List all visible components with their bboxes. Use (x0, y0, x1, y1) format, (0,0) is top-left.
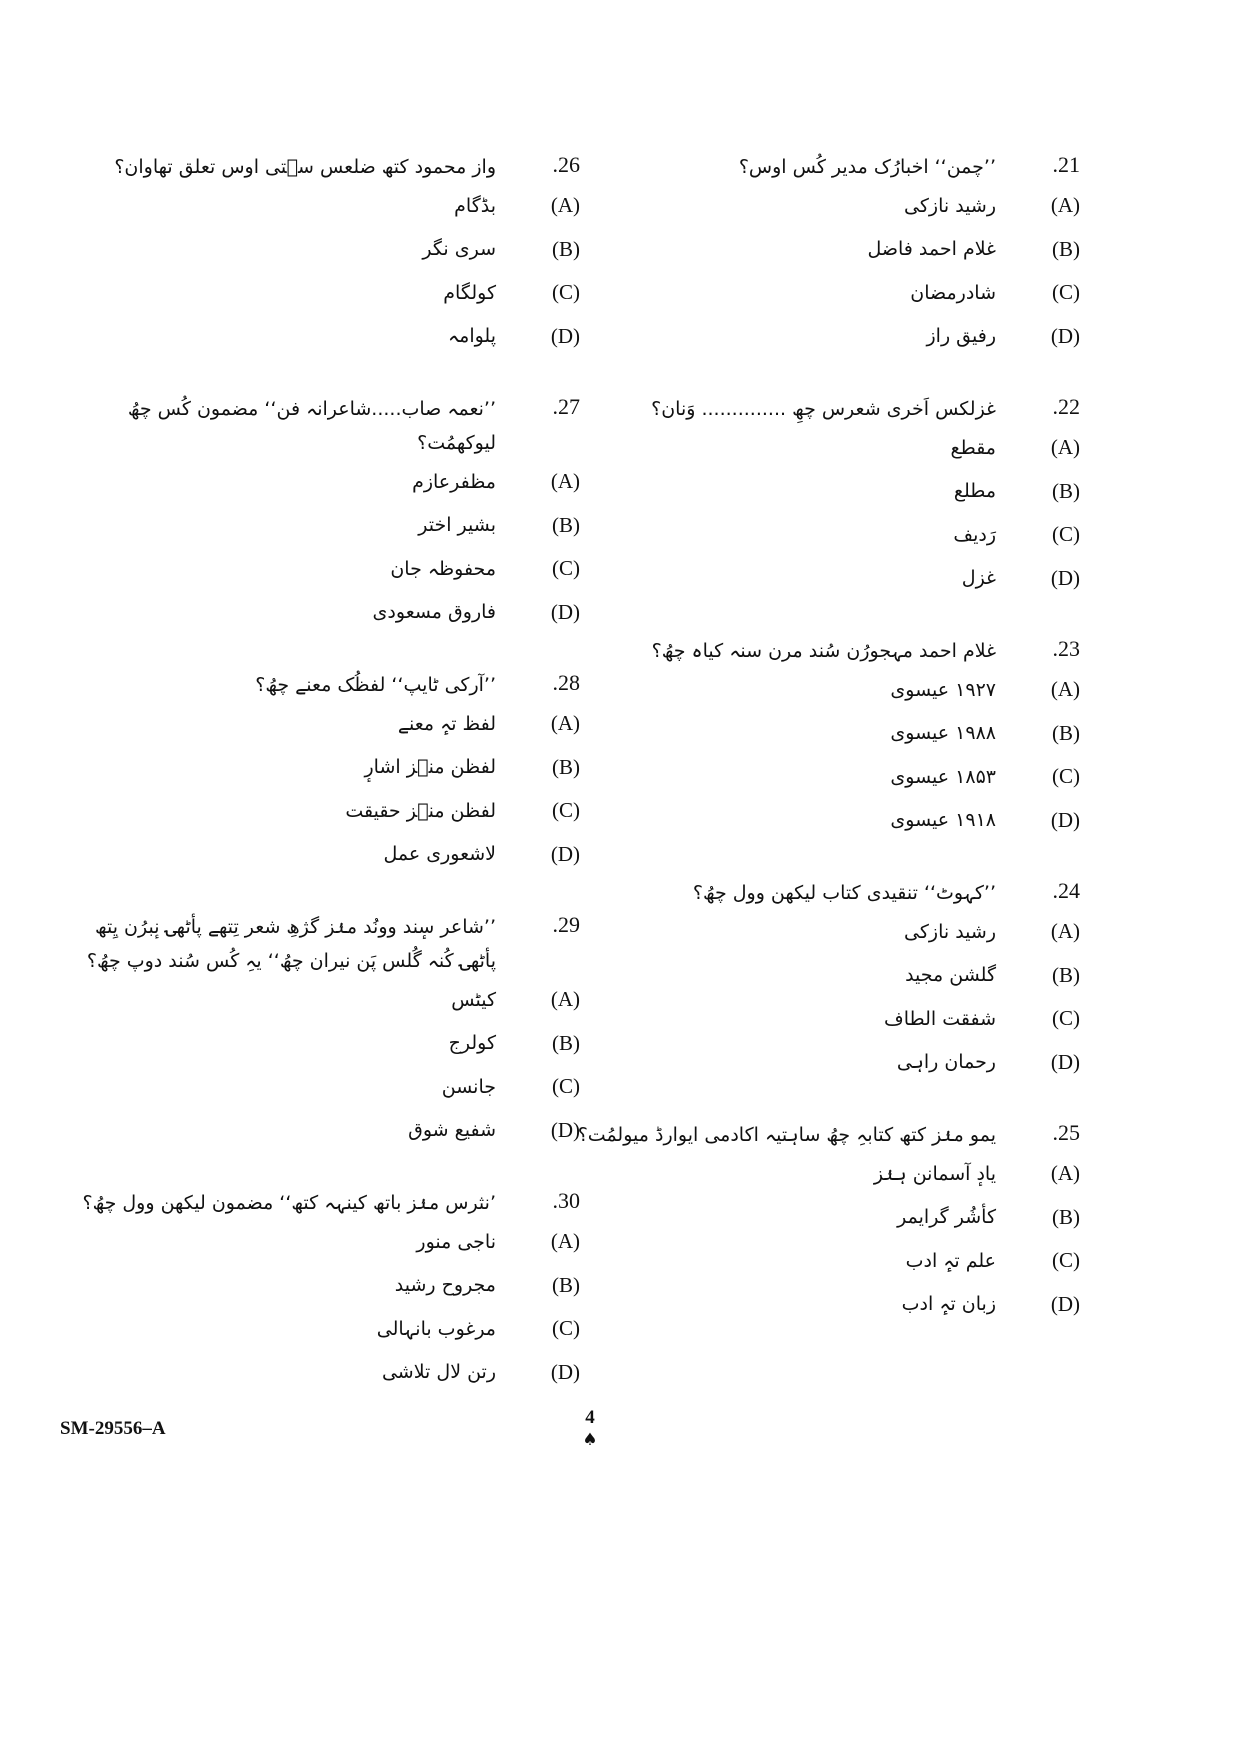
option-text: کولگام (443, 281, 496, 304)
answer-option (60, 591, 580, 635)
option-text: مطلع (953, 480, 996, 503)
option-text: کیٹس (451, 988, 496, 1011)
answer-option (60, 315, 580, 359)
answer-option (60, 184, 580, 228)
question-23 (560, 634, 1080, 842)
option-letter: (B) (1051, 236, 1080, 261)
question-number: 27. (552, 394, 580, 419)
question-text: یمو منٛز کتھ کتابہِ چھُ ساہتیہ اکادمی ایوارڈ میولمُت؟ (577, 1124, 996, 1146)
question-26 (60, 150, 580, 358)
answer-option (60, 1220, 580, 1264)
option-text: رشید نازکی (904, 920, 996, 943)
answer-option (60, 833, 580, 877)
option-letter: (C) (551, 1316, 580, 1341)
question-24 (560, 876, 1080, 1084)
option-letter: (C) (551, 556, 580, 581)
option-letter: (C) (1051, 764, 1080, 789)
question-number: 22. (1052, 394, 1080, 419)
answer-option (60, 1022, 580, 1066)
answer-option (560, 1041, 1080, 1085)
option-letter: (A) (1050, 677, 1080, 702)
option-letter: (C) (1051, 522, 1080, 547)
option-text: ۱۹۱۸ عیسوی (890, 809, 996, 832)
answer-option (560, 228, 1080, 272)
question-header (60, 1186, 580, 1220)
answer-option (60, 1307, 580, 1351)
answer-option (60, 1264, 580, 1308)
option-text: مجروح رشید (394, 1274, 496, 1297)
question-text: ’نثرس منٛز باتھ کینہہ کتھ‘‘ مضمون لیکھن وول چھُ؟ (82, 1192, 496, 1214)
option-text: کأشُر گرایمر (897, 1206, 996, 1229)
option-text: بشیر اختر (418, 514, 496, 537)
answer-option (560, 755, 1080, 799)
option-text: ۱۸۵۳ عیسوی (890, 765, 996, 788)
option-letter: (C) (551, 798, 580, 823)
question-text: ’’کہوٹ‘‘ تنقیدی کتاب لیکھن وول چھُ؟ (692, 882, 996, 904)
option-text: سری نگر (422, 238, 496, 261)
option-text: ۱۹۲۷ عیسوی (890, 678, 996, 701)
option-letter: (A) (1050, 1161, 1080, 1186)
question-number: 21. (1052, 152, 1080, 177)
question-text: ’’آرکی ٹایپ‘‘ لفظُک معنے چھُ؟ (255, 674, 496, 696)
option-text: غزل (961, 567, 996, 590)
option-text: علم تہٕ ادب (905, 1249, 996, 1272)
option-text: شادرمضان (910, 281, 996, 304)
option-text: شفیع شوق (408, 1119, 496, 1142)
answer-option (560, 557, 1080, 601)
option-letter: (D) (550, 841, 580, 866)
option-text: مقطع (950, 436, 996, 459)
question-number: 28. (552, 670, 580, 695)
questions-column-right (560, 150, 1080, 1360)
question-header (60, 910, 580, 978)
option-text: جانسن (441, 1075, 496, 1098)
answer-option (60, 746, 580, 790)
option-letter: (B) (1051, 720, 1080, 745)
question-header (60, 668, 580, 702)
option-text: رفیق راز (926, 325, 996, 348)
answer-option (60, 978, 580, 1022)
option-text: ۱۹۸۸ عیسوی (890, 722, 996, 745)
option-text: محفوظہ جان (390, 557, 496, 580)
option-letter: (B) (551, 512, 580, 537)
question-header (560, 150, 1080, 184)
question-header (560, 634, 1080, 668)
option-letter: (C) (551, 280, 580, 305)
option-letter: (D) (1050, 1049, 1080, 1074)
option-letter: (A) (550, 711, 580, 736)
option-text: رشید نازکی (904, 194, 996, 217)
option-letter: (A) (550, 1229, 580, 1254)
option-letter: (B) (551, 1030, 580, 1055)
spade-icon: ♠ (582, 1430, 598, 1450)
question-29 (60, 910, 580, 1152)
question-text: واز محمود کتھ ضلعس سٟتی اوس تعلق تھاوان؟ (114, 156, 496, 178)
question-header (560, 1118, 1080, 1152)
question-21 (560, 150, 1080, 358)
option-letter: (A) (1050, 193, 1080, 218)
option-letter: (C) (1051, 280, 1080, 305)
option-text: شفقت الطاف (884, 1007, 996, 1030)
answer-option (560, 426, 1080, 470)
option-text: رحمان راہی (896, 1051, 996, 1074)
question-number: 24. (1052, 878, 1080, 903)
option-letter: (B) (551, 754, 580, 779)
option-letter: (B) (1051, 478, 1080, 503)
question-25 (560, 1118, 1080, 1326)
question-number: 25. (1052, 1120, 1080, 1145)
question-header (560, 876, 1080, 910)
question-text: ’’نعمہ صاب.....شاعرانہ فن‘‘ مضمون کُس چھُ لیوکھمُت؟ (127, 398, 496, 454)
answer-option (560, 1152, 1080, 1196)
option-letter: (A) (550, 469, 580, 494)
option-letter: (C) (1051, 1006, 1080, 1031)
answer-option (60, 789, 580, 833)
question-header (60, 392, 580, 460)
answer-option (560, 271, 1080, 315)
answer-option (60, 702, 580, 746)
option-text: بڈگام (454, 194, 496, 217)
answer-option (560, 712, 1080, 756)
option-letter: (D) (1050, 807, 1080, 832)
option-letter: (B) (551, 236, 580, 261)
question-text: غزلکس اَخری شعرس چھِ .............. وَنان؟ (651, 398, 996, 420)
answer-option (560, 315, 1080, 359)
answer-option (560, 910, 1080, 954)
option-text: یادٕ آسمانن ہنٛز (873, 1162, 996, 1185)
question-number: 23. (1052, 636, 1080, 661)
question-header (560, 392, 1080, 426)
answer-option (60, 1351, 580, 1395)
option-letter: (D) (550, 1359, 580, 1384)
option-letter: (B) (1051, 1204, 1080, 1229)
option-letter: (D) (1050, 565, 1080, 590)
answer-option (60, 1065, 580, 1109)
answer-option (560, 1196, 1080, 1240)
answer-option (60, 460, 580, 504)
question-text: ’’شاعر سٕند وونُد منٛز گژھِ شعر تِتھے پأٹھۍ نٕبرُن یِتھ پأٹھۍ کُنہ گُلس پَن نیران چھُ‘‘ یہِ کُس سُند دوپ چھُ؟ (86, 916, 496, 972)
option-letter: (C) (551, 1074, 580, 1099)
option-text: زبان تہٕ ادب (901, 1293, 996, 1316)
option-letter: (D) (550, 323, 580, 348)
option-text: لفظ تہٕ معنے (397, 712, 496, 735)
page-number: 4 (585, 1407, 595, 1428)
answer-option (560, 1283, 1080, 1327)
option-text: مظفرعازم (412, 470, 496, 493)
option-text: رَدیف (953, 523, 996, 546)
answer-option (560, 997, 1080, 1041)
answer-option (560, 799, 1080, 843)
question-30 (60, 1186, 580, 1394)
option-letter: (D) (550, 599, 580, 624)
answer-option (560, 1239, 1080, 1283)
option-letter: (A) (1050, 919, 1080, 944)
answer-option (560, 668, 1080, 712)
option-text: گلشن مجید (905, 964, 996, 987)
question-28 (60, 668, 580, 876)
question-22 (560, 392, 1080, 600)
question-text: ’’چمن‘‘ اخبارُک مدیر کُس اوس؟ (738, 156, 996, 178)
question-number: 29. (552, 912, 580, 937)
option-text: لاشعوری عمل (383, 843, 496, 866)
option-text: ناجی منور (416, 1230, 496, 1253)
option-letter: (A) (1050, 435, 1080, 460)
answer-option (60, 504, 580, 548)
answer-option (560, 954, 1080, 998)
question-27 (60, 392, 580, 634)
option-text: لفظن منٛز اشارٕ (364, 756, 496, 779)
option-letter: (A) (550, 193, 580, 218)
answer-option (60, 1109, 580, 1153)
question-header (60, 150, 580, 184)
option-text: مرغوب بانہالی (376, 1317, 496, 1340)
option-letter: (A) (550, 987, 580, 1012)
answer-option (560, 184, 1080, 228)
option-text: کولرج (448, 1032, 496, 1055)
option-text: پلوامہ (448, 325, 496, 348)
answer-option (60, 271, 580, 315)
exam-code: SM-29556–A (60, 1418, 166, 1439)
answer-option (560, 513, 1080, 557)
option-letter: (C) (1051, 1248, 1080, 1273)
option-letter: (B) (1051, 962, 1080, 987)
option-text: رتن لال تلاشی (381, 1361, 496, 1384)
option-letter: (D) (1050, 1291, 1080, 1316)
question-number: 26. (552, 152, 580, 177)
questions-column-left (60, 150, 580, 1428)
answer-option (60, 228, 580, 272)
option-letter: (D) (550, 1117, 580, 1142)
question-text: غلام احمد مہجورُن سُند مرن سنہ کیاہ چھُ؟ (651, 640, 996, 662)
option-text: لفظن منٛز حقیقت (345, 799, 496, 822)
option-letter: (D) (1050, 323, 1080, 348)
option-text: غلام احمد فاضل (867, 238, 996, 261)
answer-option (60, 547, 580, 591)
question-number: 30. (552, 1188, 580, 1213)
option-text: فاروق مسعودی (372, 601, 496, 624)
option-letter: (B) (551, 1272, 580, 1297)
answer-option (560, 470, 1080, 514)
